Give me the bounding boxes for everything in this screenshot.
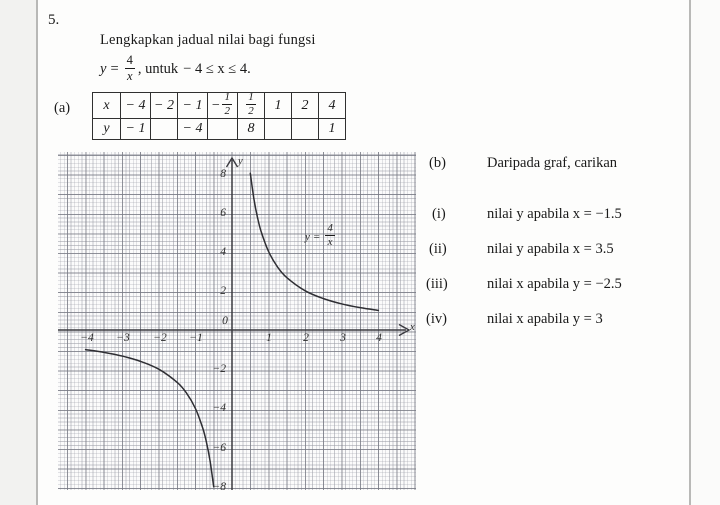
part-b-item-i-label: (i) [432,206,446,222]
stem-variable-y: y [100,60,107,77]
x-tick-label-4: 4 [376,332,382,344]
part-b-item-i-text: nilai y apabila x = −1.5 [487,206,622,222]
question-stem-line2 [100,55,251,83]
table-cell-x-7: 4 [318,93,345,119]
curve-label-numerator: 4 [327,222,333,234]
table-cell-x-4 [237,93,264,119]
curve-equation-label [305,224,337,249]
graph-plot [58,152,416,490]
stem-fraction-numerator: 4 [126,53,133,67]
table-cell-x-3-sign: − [211,97,221,113]
table-cell-x-3 [208,93,238,119]
x-tick-label--1: −1 [189,332,203,344]
table-cell-y-3[interactable] [208,119,238,140]
graph-paper [58,152,416,490]
y-tick-label--8: −8 [212,481,226,490]
part-b-item-iv-text: nilai x apabila y = 3 [487,311,603,327]
x-tick-label-1: 1 [266,332,272,344]
table-cell-x-3-numerator: 1 [224,91,230,103]
table-cell-y-1[interactable] [151,119,178,140]
curve-label-denominator: x [327,236,333,248]
page-border-left [36,0,38,505]
part-b-label: (b) [429,155,446,171]
curve-label-fraction [325,223,335,248]
part-b-item-iii-label: (iii) [426,276,448,292]
table-cell-y-2[interactable]: − 4 [178,119,208,140]
stem-domain-range: − 4 ≤ x ≤ 4. [183,60,251,77]
part-b-item-ii-text: nilai y apabila x = 3.5 [487,241,614,257]
part-b-item-ii-label: (ii) [429,241,447,257]
y-tick-label-2: 2 [220,285,226,297]
table-cell-x-3-fraction [222,92,232,117]
y-tick-label--6: −6 [212,442,226,454]
table-row-x [93,93,346,119]
table-cell-y-4[interactable]: 8 [237,119,264,140]
part-b-item-iii-text: nilai x apabila y = −2.5 [487,276,622,292]
table-row-y [93,119,346,140]
stem-fraction-denominator: x [126,68,133,83]
table-cell-x-6: 2 [291,93,318,119]
table-cell-x-1: − 2 [151,93,178,119]
y-tick-label-8: 8 [220,168,226,180]
x-axis-label: x [410,322,415,333]
bleed-through-text [160,16,163,31]
y-tick-label-6: 6 [220,207,226,219]
x-tick-label--4: −4 [80,332,94,344]
y-tick-label-4: 4 [220,246,226,258]
table-cell-y-6[interactable] [291,119,318,140]
table-cell-x-4-denominator: 2 [248,105,254,117]
page-right-margin [691,0,720,505]
curve-label-equals: = [312,230,321,243]
table-cell-x-5: 1 [264,93,291,119]
y-axis-label: y [238,156,243,167]
x-tick-label-3: 3 [340,332,346,344]
table-cell-x-3-denominator: 2 [224,105,230,117]
y-tick-label--2: −2 [212,363,226,375]
part-b-text: Daripada graf, carikan [487,155,618,171]
page-left-margin [0,0,36,505]
table-cell-x-2: − 1 [178,93,208,119]
values-table [92,92,346,140]
hyperbola-branch-negative [86,350,214,487]
question-stem-line1: Lengkapkan jadual nilai bagi fungsi [100,32,316,48]
table-cell-y-5[interactable] [264,119,291,140]
table-cell-y-0[interactable]: − 1 [121,119,151,140]
axis-origin-label: 0 [222,315,228,327]
table-cell-x-4-numerator: 1 [248,91,254,103]
part-a-label: (a) [54,100,71,116]
table-header-x: x [93,93,121,119]
table-header-y: y [93,119,121,140]
x-tick-label--3: −3 [116,332,130,344]
x-tick-label--2: −2 [153,332,167,344]
table-cell-x-0: − 4 [121,93,151,119]
x-tick-label-2: 2 [303,332,309,344]
table-cell-y-7[interactable]: 1 [318,119,345,140]
stem-equals-sign: = [110,60,119,77]
stem-tail-text: , untuk [137,60,179,77]
question-number: 5. [48,12,60,28]
curve-label-y: y [305,230,310,243]
stem-fraction [125,54,135,82]
y-tick-label--4: −4 [212,402,226,414]
part-b-item-iv-label: (iv) [426,311,447,327]
table-cell-x-4-fraction [246,92,256,117]
